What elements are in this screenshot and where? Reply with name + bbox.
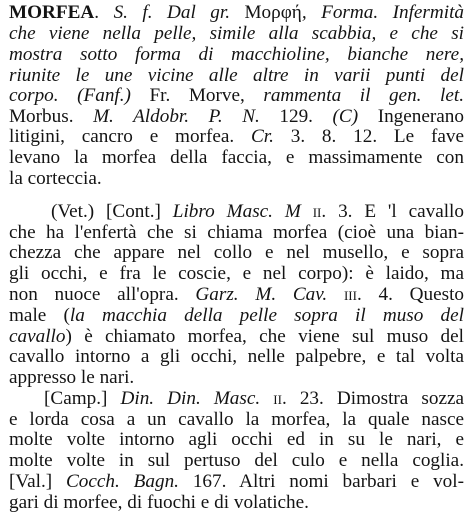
line-segment: [Val.] (9, 471, 66, 492)
line-segment: Cocch. Bagn. (66, 471, 179, 492)
headword: MORFEA (9, 2, 95, 23)
line-segment: Din. Din. Masc. (120, 388, 261, 409)
line-segment: 129. (259, 106, 333, 127)
line-segment: 167. Altri nomi barbari e vol- (178, 471, 464, 492)
line-segment: rammenta il gen. let. (263, 85, 464, 106)
line-segment: ii (312, 201, 322, 222)
line-segment: Garz. M. Cav. (195, 284, 328, 305)
line-segment: Libro Masc. M (172, 201, 301, 222)
line-segment: . 3. E 'l cavallo (321, 201, 464, 222)
line-segment: cavallo intorno a gli occhi, nelle palpebre, e tal volta (9, 346, 464, 367)
line-segment: riunite le une vicine alle altre in varii punti del (9, 65, 464, 86)
line-segment: . (94, 2, 114, 23)
line-segment: e lorda cosa a un cavallo la morfea, la quale nasce (9, 409, 464, 430)
text-line-9 (9, 167, 464, 191)
line-segment: iii (343, 284, 357, 305)
line-segment: cavallo (9, 326, 66, 347)
line-segment: non nuoce all'opra. (9, 284, 196, 305)
line-segment: Morbus. (9, 106, 94, 127)
line-segment: ii (273, 388, 282, 409)
line-segment: che viene nella pelle, simile alla scabbia, e che si (9, 23, 464, 44)
line-segment: la macchia della pelle sopra il muso del (69, 305, 464, 326)
line-segment: la corteccia. (9, 168, 102, 189)
line-segment: levano la morfea della faccia, e massimamente con (9, 147, 464, 168)
line-segment: litigini, cancro e morfea. (9, 126, 251, 147)
line-segment (301, 201, 313, 222)
line-segment: che ha l'enfertà che si chiama morfea (cioè una bian- (9, 222, 464, 243)
line-segment: ) è chiamato morfea, che viene sul muso del (65, 326, 464, 347)
line-segment: molte volte in sul pertuso del culo e nella coglia. (9, 450, 464, 471)
line-segment: (Vet.) [Cont.] (51, 201, 173, 222)
line-segment (260, 388, 273, 409)
line-segment: Fr. Morve, (130, 85, 264, 106)
line-segment: chezza che appare nel collo e nel musello, e sopra (9, 242, 464, 263)
line-segment: (C) (332, 106, 359, 127)
line-segment: Μορφή (244, 2, 302, 23)
line-segment: mostra sotto forma di macchioline, bianche nere, (9, 44, 464, 65)
line-segment: [Camp.] (44, 388, 121, 409)
line-segment: . 23. Dimostra sozza (281, 388, 464, 409)
line-segment: Cr. (250, 126, 274, 147)
line-segment: S. f. Dal gr. (113, 2, 245, 23)
line-segment: 3. 8. 12. Le fave (273, 126, 464, 147)
line-segment: corpo. (Fanf.) (9, 85, 131, 106)
line-segment: . 4. Questo (356, 284, 464, 305)
line-segment: Ingenerano (358, 106, 464, 127)
line-segment: gari di morfee, di fuochi e di volatiche. (9, 492, 309, 513)
line-segment (327, 284, 344, 305)
line-segment: molte volte intorno agli occhi ed in su le nari, e (9, 429, 464, 450)
line-segment: M. Aldobr. P. N. (93, 106, 260, 127)
line-segment: appresso le nari. (9, 367, 135, 388)
line-segment: gli occhi, e fra le coscie, e nel corpo): è laido, ma (9, 263, 464, 284)
line-segment: , Forma. Infermità (301, 2, 464, 23)
text-line-24 (9, 491, 464, 515)
line-segment: male ( (9, 305, 70, 326)
